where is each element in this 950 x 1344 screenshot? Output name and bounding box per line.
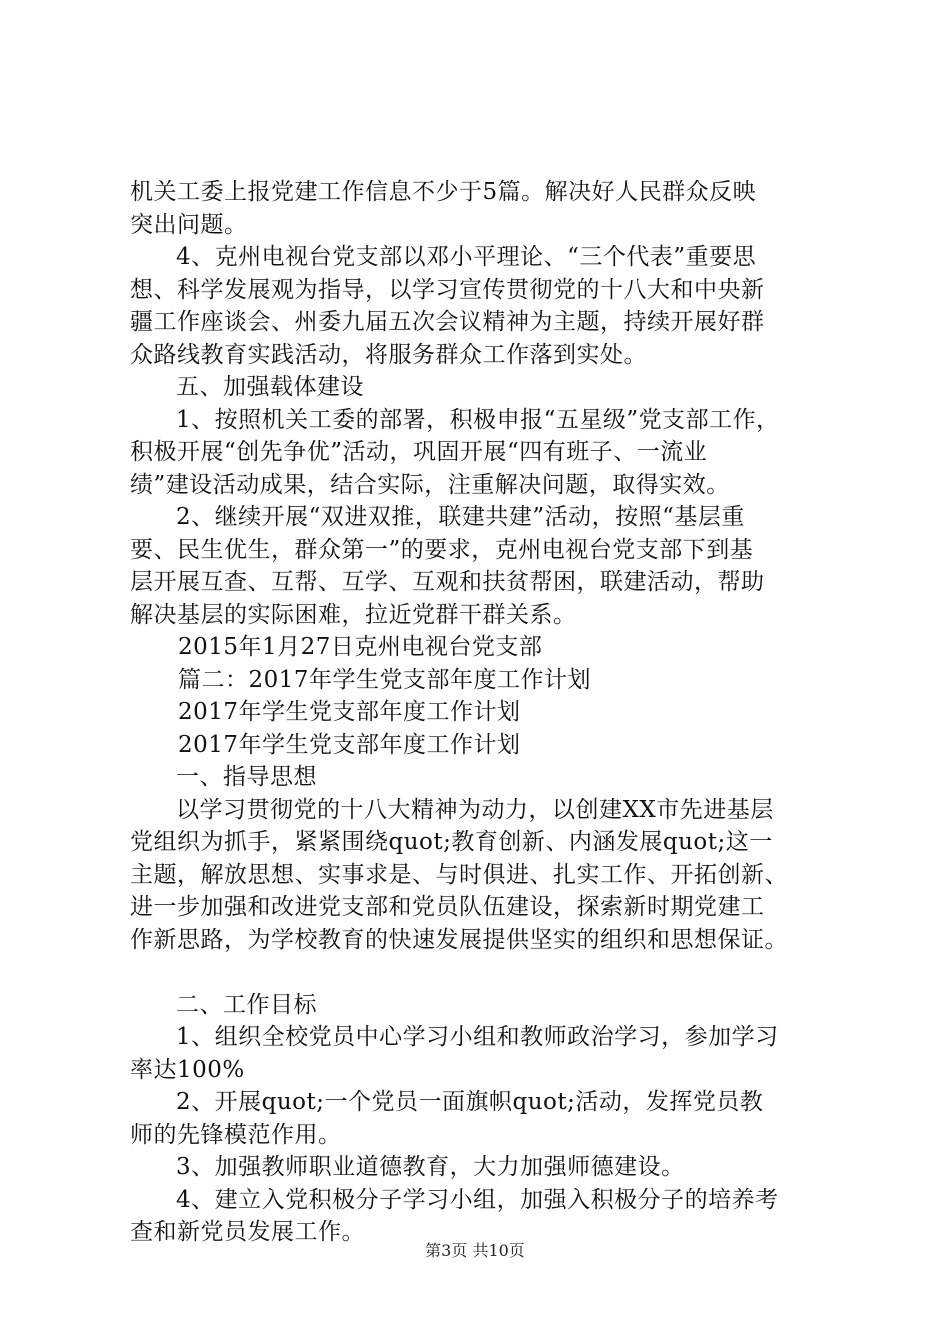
date-signature-line: 2015年1月27日克州电视台党支部 xyxy=(178,634,543,660)
text-line: 想、科学发展观为指导，以学习宣传贯彻党的十八大和中央新 xyxy=(130,276,765,303)
article-subtitle: 2017年学生党支部年度工作计划 xyxy=(178,731,521,758)
text-line: 主题，解放思想、实事求是、与时俱进、扎实工作、开拓创新、 xyxy=(130,861,788,888)
text-line: 绩”建设活动成果，结合实际，注重解决问题，取得实效。 xyxy=(130,471,730,498)
text-line: 疆工作座谈会、州委九届五次会议精神为主题，持续开展好群 xyxy=(130,309,765,335)
text-line: 4、克州电视台党支部以邓小平理论、“三个代表”重要思 xyxy=(176,244,757,270)
text-line: 众路线教育实践活动，将服务群众工作落到实处。 xyxy=(130,341,647,368)
text-line: 层开展互查、互帮、互学、互观和扶贫帮困，联建活动，帮助 xyxy=(130,569,765,595)
text-line: 率达100% xyxy=(130,1056,245,1083)
article-subtitle: 2017年学生党支部年度工作计划 xyxy=(178,699,521,725)
text-line: 1、组织全校党员中心学习小组和教师政治学习，参加学习 xyxy=(176,1024,779,1050)
text-line: 积极开展“创先争优”活动，巩固开展“四有班子、一流业 xyxy=(130,439,708,465)
text-line: 作新思路，为学校教育的快速发展提供坚实的组织和思想保证。 xyxy=(130,926,788,953)
text-line: 机关工委上报党建工作信息不少于5篇。解决好人民群众反映 xyxy=(130,179,757,205)
section-heading: 二、工作目标 xyxy=(176,991,317,1018)
text-line: 4、建立入党积极分子学习小组，加强入积极分子的培养考 xyxy=(176,1186,779,1213)
text-line: 3、加强教师职业道德教育，大力加强师德建设。 xyxy=(176,1154,685,1180)
text-line: 2、开展quot;一个党员一面旗帜quot;活动，发挥党员教 xyxy=(176,1089,764,1115)
text-line: 查和新党员发展工作。 xyxy=(130,1219,365,1245)
text-line: 1、按照机关工委的部署，积极申报“五星级”党支部工作， xyxy=(176,406,780,433)
section-heading: 五、加强载体建设 xyxy=(176,374,364,400)
text-line: 解决基层的实际困难，拉近党群干群关系。 xyxy=(130,601,577,628)
text-line: 突出问题。 xyxy=(130,211,248,238)
text-line: 2、继续开展“双进双推，联建共建”活动，按照“基层重 xyxy=(176,504,745,530)
article-title: 篇二：2017年学生党支部年度工作计划 xyxy=(178,666,592,693)
blank-line xyxy=(130,956,850,989)
text-line: 以学习贯彻党的十八大精神为动力，以创建XX市先进基层 xyxy=(176,796,774,823)
document-body xyxy=(130,176,850,1249)
text-line: 进一步加强和改进党支部和党员队伍建设，探索新时期党建工 xyxy=(130,894,765,920)
page-number-footer: 第3页 共10页 xyxy=(425,1241,525,1260)
text-line: 师的先锋模范作用。 xyxy=(130,1121,342,1148)
text-line: 党组织为抓手，紧紧围绕quot;教育创新、内涵发展quot;这一 xyxy=(130,829,773,855)
section-heading: 一、指导思想 xyxy=(176,764,317,790)
text-line: 要、民生优生，群众第一”的要求，克州电视台党支部下到基 xyxy=(130,536,754,563)
